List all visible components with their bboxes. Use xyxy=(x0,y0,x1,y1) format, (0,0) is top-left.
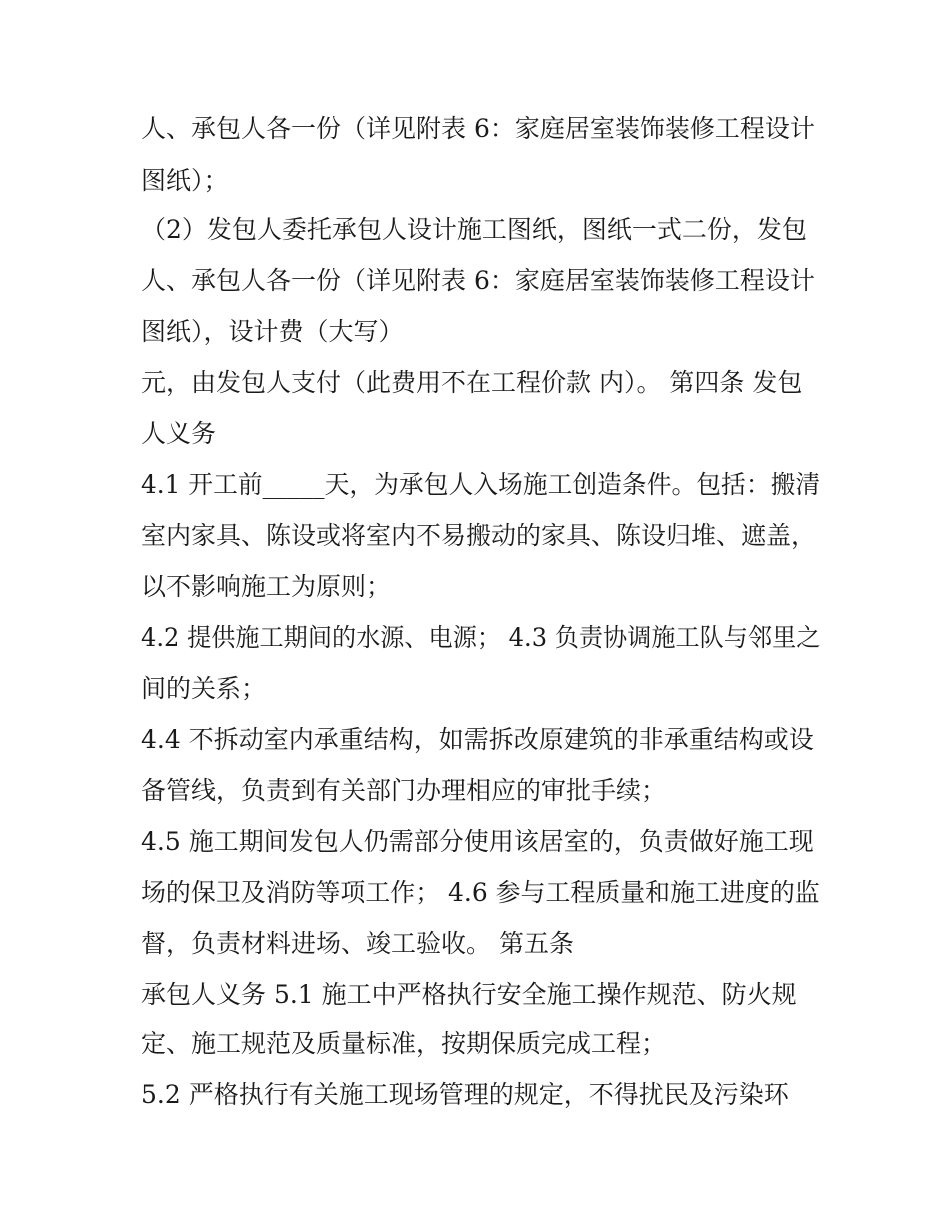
text-line: 定、施工规范及质量标准，按期保质完成工程； xyxy=(141,1029,667,1058)
text-line: 以不影响施工为原则； xyxy=(141,572,392,601)
text-line: 4.5 施工期间发包人仍需部分使用该居室的，负责做好施工现 xyxy=(141,827,814,856)
text-line: 人、承包人各一份（详见附表 6：家庭居室装饰装修工程设计 xyxy=(141,266,815,295)
text-line: 承包人义务 5.1 施工中严格执行安全施工操作规范、防火规 xyxy=(141,980,797,1009)
text-line: 督，负责材料进场、竣工验收。 第五条 xyxy=(141,929,574,958)
text-line: 场的保卫及消防等项工作； 4.6 参与工程质量和施工进度的监 xyxy=(141,878,820,907)
text-line: 图纸）； xyxy=(141,166,229,195)
text-line: 元，由发包人支付（此费用不在工程价款 内）。 第四条 发包 xyxy=(141,368,803,397)
text-line: 4.2 提供施工期间的水源、电源； 4.3 负责协调施工队与邻里之 xyxy=(141,623,821,652)
text-line: 人义务 xyxy=(141,419,217,448)
text-line: 人、承包人各一份（详见附表 6：家庭居室装饰装修工程设计 xyxy=(141,114,815,143)
text-line: 5.2 严格执行有关施工现场管理的规定，不得扰民及污染环 xyxy=(141,1080,789,1109)
text-line: 图纸），设计费（大写） xyxy=(141,317,404,346)
text-line: 间的关系； xyxy=(141,674,267,703)
text-line: 备管线，负责到有关部门办理相应的审批手续； xyxy=(141,776,667,805)
text-line: 4.1 开工前_____天，为承包人入场施工创造条件。包括：搬清 xyxy=(141,470,821,499)
text-line: 4.4 不拆动室内承重结构，如需拆改原建筑的非承重结构或设 xyxy=(141,725,814,754)
text-line: （2）发包人委托承包人设计施工图纸，图纸一式二份，发包 xyxy=(141,215,807,244)
text-line: 室内家具、陈设或将室内不易搬动的家具、陈设归堆、遮盖， xyxy=(141,521,817,550)
